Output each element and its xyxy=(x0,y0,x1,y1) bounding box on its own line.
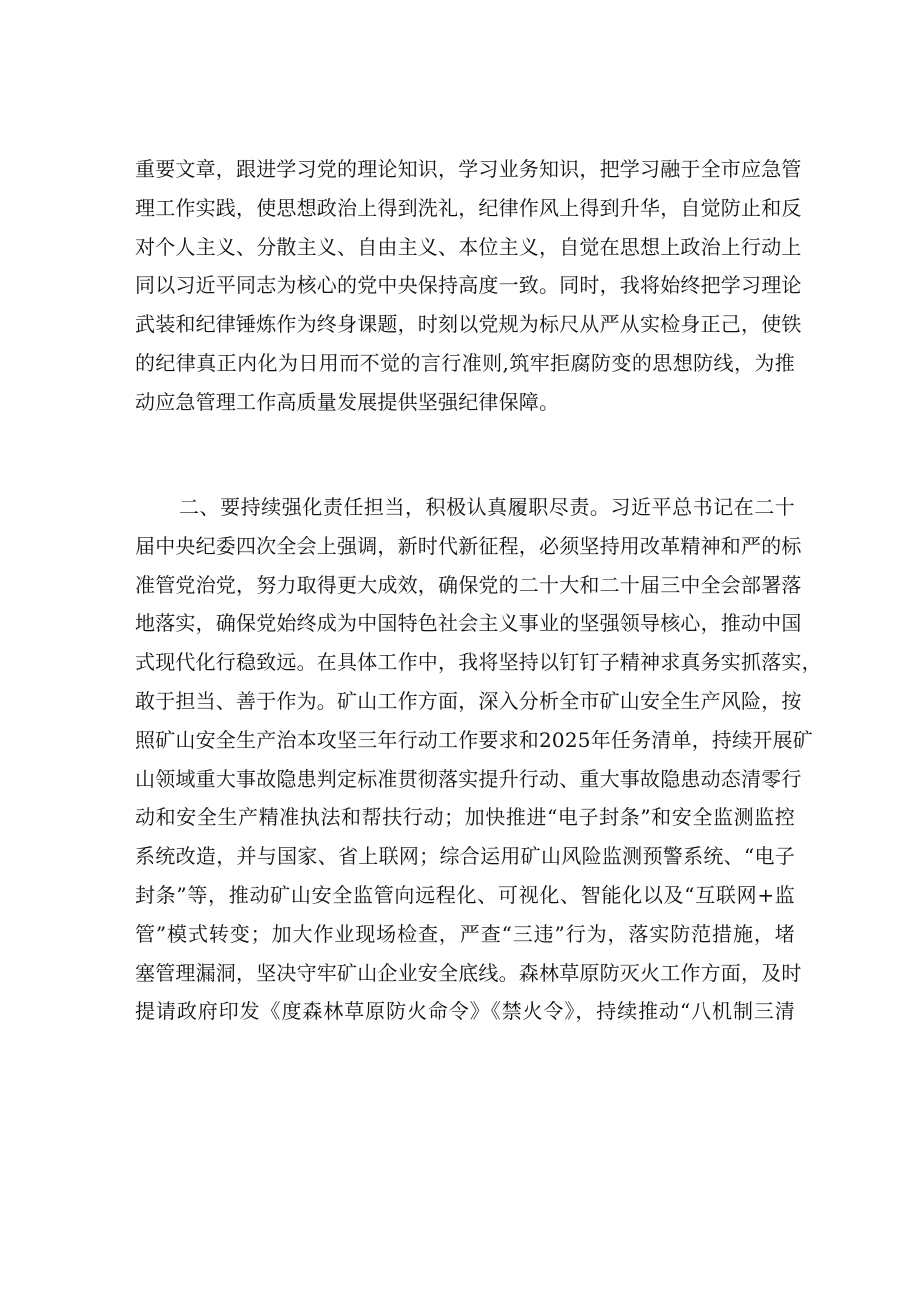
text-line: 山领域重大事故隐患判定标准贯彻落实提升行动、重大事故隐患动态清零行 xyxy=(135,766,802,791)
text-line: 届中央纪委四次全会上强调，新时代新征程，必须坚持用改革精神和严的标 xyxy=(135,533,802,558)
text-line: 准管党治党，努力取得更大成效，确保党的二十大和二十届三中全会部署落 xyxy=(135,572,802,597)
text-line: 塞管理漏洞，坚决守牢矿山企业安全底线。森林草原防灭火工作方面，及时 xyxy=(135,960,802,985)
text-line: 敢于担当、善于作为。矿山工作方面，深入分析全市矿山安全生产风险，按 xyxy=(135,688,802,713)
text-line: 重要文章，跟进学习党的理论知识，学习业务知识，把学习融于全市应急管 xyxy=(135,157,802,181)
text-line: 提请政府印发《度森林草原防火命令》《禁火令》，持续推动“八机制三清 xyxy=(135,999,795,1024)
text-line: 同以习近平同志为核心的党中央保持高度一致。同时，我将始终把学习理论 xyxy=(135,273,802,298)
text-line: 的纪律真正内化为日用而不觉的言行准则,筑牢拒腐防变的思想防线，为推 xyxy=(135,350,795,375)
text-line: 对个人主义、分散主义、自由主义、本位主义，自觉在思想上政治上行动上 xyxy=(135,234,802,259)
text-line: 动应急管理工作高质量发展提供坚强纪律保障。 xyxy=(135,389,560,414)
text-line: 照矿山安全生产治本攻坚三年行动工作要求和2025年任务清单，持续开展矿 xyxy=(135,727,813,752)
text-line: 动和安全生产精准执法和帮扶行动；加快推进“电子封条”和安全监测监控 xyxy=(135,805,795,830)
text-line: 二、要持续强化责任担当，积极认真履职尽责。习近平总书记在二十 xyxy=(179,495,795,519)
paragraph-1 xyxy=(135,150,802,422)
text-line: 式现代化行稳致远。在具体工作中，我将坚持以钉钉子精神求真务实抓落实， xyxy=(135,650,822,675)
text-line: 地落实，确保党始终成为中国特色社会主义事业的坚强领导核心，推动中国 xyxy=(135,611,802,636)
text-line: 封条”等，推动矿山安全监管向远程化、可视化、智能化以及“互联网+监 xyxy=(135,882,795,907)
paragraph-2 xyxy=(135,488,822,1031)
text-line: 系统改造，并与国家、省上联网；综合运用矿山风险监测预警系统、“电子 xyxy=(135,844,795,869)
text-line: 理工作实践，使思想政治上得到洗礼，纪律作风上得到升华，自觉防止和反 xyxy=(135,195,802,220)
text-line: 武装和纪律锤炼作为终身课题，时刻以党规为标尺从严从实检身正己，使铁 xyxy=(135,312,802,337)
text-line: 管”模式转变；加大作业现场检查，严查“三违”行为，落实防范措施，堵 xyxy=(135,921,795,946)
